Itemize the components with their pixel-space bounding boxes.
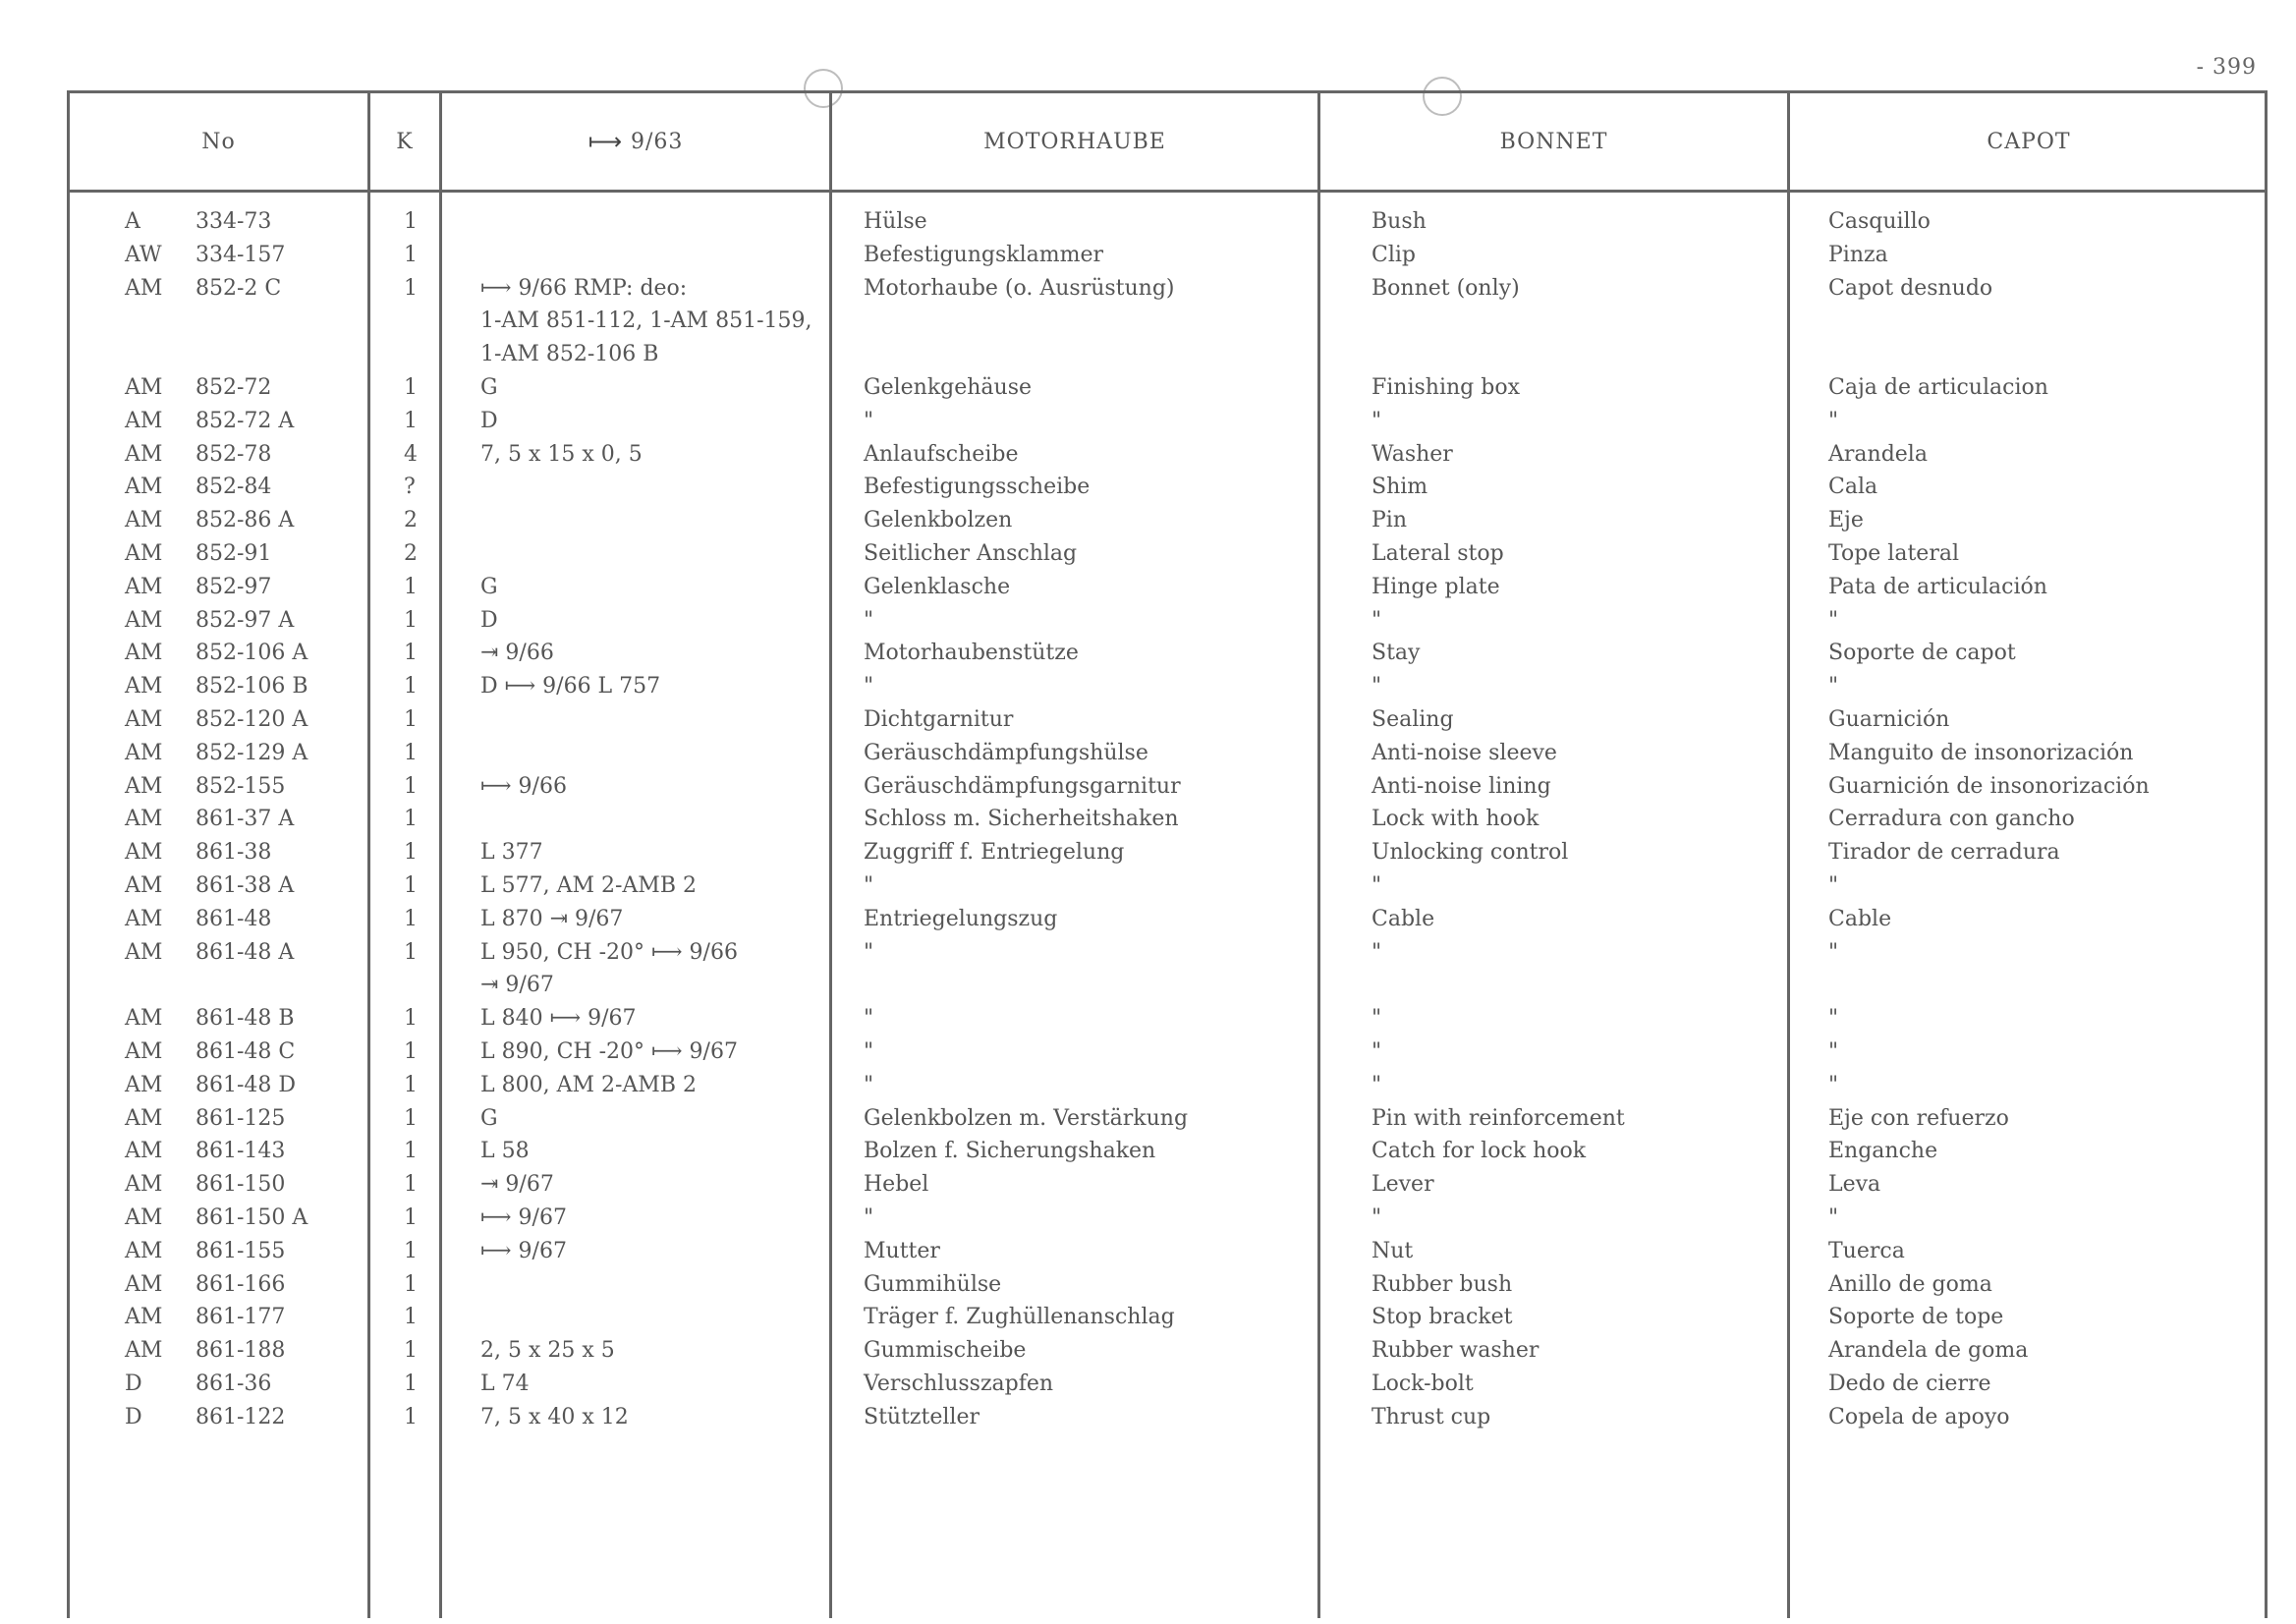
remark: 2, 5 x 25 x 5 [480, 1338, 615, 1364]
part-number: 861-155 [196, 1238, 286, 1263]
remark: ⇥ 9/66 [480, 641, 554, 666]
spanish-description: Arandela [1828, 441, 1928, 467]
german-description: Befestigungsklammer [864, 242, 1104, 267]
part-number: 852-106 B [196, 674, 308, 700]
part-number: 861-122 [196, 1404, 286, 1429]
header-k: K [396, 129, 414, 154]
english-description: " [1372, 1072, 1382, 1097]
german-description: " [864, 1205, 874, 1230]
part-prefix: A [125, 209, 140, 234]
english-description: Anti-noise sleeve [1372, 740, 1557, 765]
german-description: Gummihülse [864, 1271, 1002, 1297]
table-row [70, 409, 2265, 442]
english-description: " [1372, 607, 1382, 633]
english-description: " [1372, 1006, 1382, 1032]
part-number: 852-155 [196, 773, 286, 799]
table-row [70, 508, 2265, 541]
quantity: 1 [404, 1338, 418, 1364]
english-description: Rubber washer [1372, 1338, 1540, 1364]
part-prefix: D [125, 1372, 142, 1396]
quantity: 1 [404, 209, 418, 234]
part-prefix: AM [125, 1205, 163, 1230]
table-row [70, 1006, 2265, 1039]
spanish-description: Tirador de cerradura [1828, 840, 2060, 866]
table-row [70, 442, 2265, 476]
arrow-from-icon: ⟼ [588, 128, 623, 155]
part-number: 861-48 C [196, 1039, 296, 1064]
table-row [70, 276, 2265, 309]
remark: G [480, 1105, 498, 1131]
table-row [70, 741, 2265, 774]
part-number: 852-86 A [196, 508, 295, 533]
table-row [70, 940, 2265, 974]
remark: ⟼ 9/66 RMP: deo: [480, 275, 688, 301]
part-number: 852-120 A [196, 707, 308, 732]
part-number: 861-48 D [196, 1072, 297, 1097]
german-description: " [864, 674, 874, 700]
remark: 7, 5 x 15 x 0, 5 [480, 441, 643, 467]
spanish-description: Dedo de cierre [1828, 1372, 1991, 1396]
part-prefix: AM [125, 475, 163, 500]
german-description: " [864, 1072, 874, 1097]
spanish-description: " [1828, 1039, 1839, 1064]
spanish-description: " [1828, 1072, 1839, 1097]
part-prefix: AM [125, 574, 163, 599]
german-description: Entriegelungszug [864, 906, 1058, 931]
part-number: 852-2 C [196, 275, 282, 301]
remark: ⇥ 9/67 [480, 973, 554, 998]
table-row [70, 1405, 2265, 1438]
remark: D [480, 408, 498, 433]
table-row [70, 243, 2265, 276]
quantity: 1 [404, 1072, 418, 1097]
english-description: Lock with hook [1372, 807, 1540, 832]
spanish-description: Pinza [1828, 242, 1888, 267]
part-prefix: AM [125, 807, 163, 832]
spanish-description: Anillo de goma [1828, 1271, 1992, 1297]
spanish-description: " [1828, 674, 1839, 700]
spanish-description: Copela de apoyo [1828, 1404, 2010, 1429]
remark: G [480, 375, 498, 400]
english-description: Bonnet (only) [1372, 275, 1520, 301]
english-description: Pin with reinforcement [1372, 1105, 1625, 1131]
part-prefix: AM [125, 939, 163, 965]
spanish-description: Cable [1828, 906, 1892, 931]
part-prefix: AM [125, 1139, 163, 1164]
part-prefix: AM [125, 441, 163, 467]
remark: L 800, AM 2-AMB 2 [480, 1072, 697, 1097]
part-prefix: AM [125, 1105, 163, 1131]
german-description: Gelenkgehäuse [864, 375, 1033, 400]
english-description: Pin [1372, 508, 1408, 533]
quantity: 1 [404, 1105, 418, 1131]
part-prefix: AM [125, 740, 163, 765]
remark: G [480, 574, 498, 599]
remark: ⟼ 9/66 [480, 773, 567, 799]
spanish-description: Tope lateral [1828, 541, 1959, 566]
table-row [70, 1139, 2265, 1172]
spanish-description: " [1828, 939, 1839, 965]
part-prefix: AM [125, 541, 163, 566]
german-description: Gelenklasche [864, 574, 1011, 599]
english-description: Cable [1372, 906, 1435, 931]
table-row [70, 1172, 2265, 1205]
quantity: 1 [404, 873, 418, 898]
part-prefix: AM [125, 641, 163, 666]
header-no: No [201, 129, 236, 154]
remark: 1-AM 851-112, 1-AM 851-159, [480, 308, 812, 334]
quantity: 1 [404, 773, 418, 799]
part-number: 861-143 [196, 1139, 286, 1164]
table-row [70, 541, 2265, 575]
remark: L 950, CH -20° ⟼ 9/66 [480, 939, 738, 965]
english-description: Nut [1372, 1238, 1414, 1263]
english-description: " [1372, 873, 1382, 898]
spanish-description: Enganche [1828, 1139, 1938, 1164]
spanish-description: Caja de articulacion [1828, 375, 2048, 400]
quantity: 1 [404, 641, 418, 666]
table-row [70, 641, 2265, 674]
spanish-description: Manguito de insonorización [1828, 740, 2134, 765]
german-description: " [864, 873, 874, 898]
english-description: Clip [1372, 242, 1416, 267]
spanish-description: " [1828, 1006, 1839, 1032]
english-description: Unlocking control [1372, 840, 1569, 866]
spanish-description: Arandela de goma [1828, 1338, 2029, 1364]
part-prefix: AM [125, 408, 163, 433]
part-number: 861-177 [196, 1305, 286, 1330]
quantity: 1 [404, 275, 418, 301]
part-number: 852-72 A [196, 408, 295, 433]
spanish-description: Cerradura con gancho [1828, 807, 2075, 832]
quantity: 1 [404, 1139, 418, 1164]
part-prefix: AM [125, 275, 163, 301]
part-number: 861-150 [196, 1172, 286, 1198]
english-description: Shim [1372, 475, 1428, 500]
english-description: " [1372, 1205, 1382, 1230]
german-description: Motorhaubenstütze [864, 641, 1079, 666]
table-row [70, 1205, 2265, 1239]
spanish-description: Soporte de capot [1828, 641, 2016, 666]
german-description: Geräuschdämpfungsgarnitur [864, 773, 1181, 799]
quantity: 1 [404, 807, 418, 832]
quantity: 1 [404, 1372, 418, 1396]
spanish-description: Leva [1828, 1172, 1881, 1198]
german-description: Gummischeibe [864, 1338, 1027, 1364]
remark: L 840 ⟼ 9/67 [480, 1006, 637, 1032]
part-number: 861-38 [196, 840, 272, 866]
quantity: 1 [404, 740, 418, 765]
english-description: Lateral stop [1372, 541, 1504, 566]
german-description: Anlaufscheibe [864, 441, 1019, 467]
table-row [70, 840, 2265, 873]
german-description: Geräuschdämpfungshülse [864, 740, 1148, 765]
part-prefix: AM [125, 1039, 163, 1064]
table-row [70, 342, 2265, 375]
english-description: Lever [1372, 1172, 1434, 1198]
remark: ⟼ 9/67 [480, 1205, 567, 1230]
table-row [70, 475, 2265, 508]
english-description: Rubber bush [1372, 1271, 1513, 1297]
quantity: 1 [404, 674, 418, 700]
part-number: 334-73 [196, 209, 272, 234]
table-row [70, 575, 2265, 608]
english-description: Sealing [1372, 707, 1454, 732]
quantity: 1 [404, 242, 418, 267]
quantity: 1 [404, 375, 418, 400]
header-remark: ⟼ 9/63 [588, 128, 684, 155]
table-row [70, 807, 2265, 840]
part-number: 852-129 A [196, 740, 308, 765]
remark: L 58 [480, 1139, 530, 1164]
part-number: 852-97 A [196, 607, 295, 633]
table-row [70, 308, 2265, 342]
spanish-description: Guarnición de insonorización [1828, 773, 2150, 799]
table-row [70, 707, 2265, 741]
part-number: 861-188 [196, 1338, 286, 1364]
german-description: Stützteller [864, 1404, 980, 1429]
table-row [70, 873, 2265, 907]
part-number: 852-97 [196, 574, 272, 599]
table-row [70, 209, 2265, 243]
table-row [70, 973, 2265, 1006]
quantity: 4 [404, 441, 418, 467]
table-row [70, 907, 2265, 940]
german-description: Bolzen f. Sicherungshaken [864, 1139, 1156, 1164]
part-number: 861-166 [196, 1271, 286, 1297]
quantity: 1 [404, 1238, 418, 1263]
english-description: Stay [1372, 641, 1421, 666]
german-description: Gelenkbolzen m. Verstärkung [864, 1105, 1189, 1131]
german-description: Mutter [864, 1238, 940, 1263]
spanish-description: Eje [1828, 508, 1864, 533]
part-number: 861-48 B [196, 1006, 295, 1032]
remark: D [480, 607, 498, 633]
english-description: Washer [1372, 441, 1453, 467]
part-prefix: AM [125, 607, 163, 633]
header-english: BONNET [1499, 129, 1608, 154]
english-description: " [1372, 408, 1382, 433]
quantity: 1 [404, 1006, 418, 1032]
quantity: 1 [404, 939, 418, 965]
spanish-description: " [1828, 408, 1839, 433]
quantity: 1 [404, 1205, 418, 1230]
spanish-description: Soporte de tope [1828, 1305, 2004, 1330]
table-row [70, 608, 2265, 642]
german-description: Seitlicher Anschlag [864, 541, 1078, 566]
table-row [70, 1239, 2265, 1272]
remark: L 74 [480, 1372, 530, 1396]
quantity: 1 [404, 1039, 418, 1064]
table-row [70, 674, 2265, 707]
remark: D ⟼ 9/66 L 757 [480, 674, 661, 700]
part-prefix: AM [125, 1271, 163, 1297]
english-description: Anti-noise lining [1372, 773, 1551, 799]
part-prefix: AM [125, 1172, 163, 1198]
part-prefix: AM [125, 375, 163, 400]
quantity: 2 [404, 541, 418, 566]
german-description: " [864, 408, 874, 433]
part-number: 861-48 A [196, 939, 295, 965]
part-number: 861-36 [196, 1372, 272, 1396]
spanish-description: Tuerca [1828, 1238, 1905, 1263]
german-description: Dichtgarnitur [864, 707, 1014, 732]
part-prefix: AM [125, 508, 163, 533]
quantity: 1 [404, 906, 418, 931]
remark: L 377 [480, 840, 543, 866]
remark: L 577, AM 2-AMB 2 [480, 873, 697, 898]
part-prefix: AM [125, 906, 163, 931]
english-description: Bush [1372, 209, 1427, 234]
spanish-description: Eje con refuerzo [1828, 1105, 2009, 1131]
table-row [70, 1073, 2265, 1106]
part-number: 852-106 A [196, 641, 308, 666]
quantity: 1 [404, 840, 418, 866]
german-description: " [864, 939, 874, 965]
remark: ⟼ 9/67 [480, 1238, 567, 1263]
quantity: 1 [404, 574, 418, 599]
english-description: " [1372, 939, 1382, 965]
page-number: - 399 [2196, 55, 2257, 80]
quantity: 1 [404, 607, 418, 633]
part-prefix: AM [125, 840, 163, 866]
part-prefix: AM [125, 1006, 163, 1032]
part-number: 852-91 [196, 541, 272, 566]
part-number: 852-84 [196, 475, 272, 500]
part-number: 861-125 [196, 1105, 286, 1131]
german-description: Befestigungsscheibe [864, 475, 1091, 500]
spanish-description: Capot desnudo [1828, 275, 1993, 301]
english-description: Hinge plate [1372, 574, 1500, 599]
part-prefix: AM [125, 1238, 163, 1263]
part-prefix: D [125, 1404, 142, 1429]
spanish-description: " [1828, 1205, 1839, 1230]
table-row [70, 1106, 2265, 1140]
german-description: Motorhaube (o. Ausrüstung) [864, 275, 1175, 301]
quantity: ? [404, 475, 416, 500]
quantity: 1 [404, 1305, 418, 1330]
english-description: " [1372, 674, 1382, 700]
german-description: Verschlusszapfen [864, 1372, 1054, 1396]
spanish-description: Cala [1828, 475, 1878, 500]
header-separator [70, 190, 2265, 193]
header-spanish: CAPOT [1987, 129, 2071, 154]
german-description: " [864, 607, 874, 633]
remark: 7, 5 x 40 x 12 [480, 1404, 629, 1429]
part-number: 861-38 A [196, 873, 295, 898]
part-number: 861-150 A [196, 1205, 308, 1230]
table-row [70, 1039, 2265, 1073]
english-description: Thrust cup [1372, 1404, 1491, 1429]
spanish-description: Casquillo [1828, 209, 1931, 234]
english-description: Lock-bolt [1372, 1372, 1474, 1396]
table-row [70, 375, 2265, 409]
part-prefix: AW [125, 242, 162, 267]
table-row [70, 1272, 2265, 1306]
german-description: Hebel [864, 1172, 929, 1198]
spanish-description: Pata de articulación [1828, 574, 2047, 599]
part-prefix: AM [125, 773, 163, 799]
table-row [70, 774, 2265, 808]
quantity: 1 [404, 1404, 418, 1429]
german-description: Zuggriff f. Entriegelung [864, 840, 1125, 866]
german-description: " [864, 1039, 874, 1064]
quantity: 1 [404, 408, 418, 433]
english-description: Catch for lock hook [1372, 1139, 1587, 1164]
part-prefix: AM [125, 873, 163, 898]
part-prefix: AM [125, 1338, 163, 1364]
part-prefix: AM [125, 707, 163, 732]
part-number: 334-157 [196, 242, 286, 267]
table-row [70, 1338, 2265, 1372]
german-description: Gelenkbolzen [864, 508, 1013, 533]
part-prefix: AM [125, 674, 163, 700]
german-description: Schloss m. Sicherheitshaken [864, 807, 1179, 832]
remark: 1-AM 852-106 B [480, 342, 659, 367]
quantity: 1 [404, 707, 418, 732]
english-description: Stop bracket [1372, 1305, 1513, 1330]
quantity: 2 [404, 508, 418, 533]
remark: L 870 ⇥ 9/67 [480, 906, 624, 931]
spanish-description: Guarnición [1828, 707, 1950, 732]
part-prefix: AM [125, 1072, 163, 1097]
table-row [70, 1372, 2265, 1405]
part-number: 852-78 [196, 441, 272, 467]
part-number: 852-72 [196, 375, 272, 400]
quantity: 1 [404, 1271, 418, 1297]
table-row [70, 1305, 2265, 1338]
part-number: 861-37 A [196, 807, 295, 832]
english-description: Finishing box [1372, 375, 1520, 400]
german-description: " [864, 1006, 874, 1032]
quantity: 1 [404, 1172, 418, 1198]
remark: L 890, CH -20° ⟼ 9/67 [480, 1039, 738, 1064]
spanish-description: " [1828, 873, 1839, 898]
part-number: 861-48 [196, 906, 272, 931]
remark: ⇥ 9/67 [480, 1172, 554, 1198]
english-description: " [1372, 1039, 1382, 1064]
spanish-description: " [1828, 607, 1839, 633]
german-description: Träger f. Zughüllenanschlag [864, 1305, 1175, 1330]
part-prefix: AM [125, 1305, 163, 1330]
parts-table [67, 90, 2268, 1618]
german-description: Hülse [864, 209, 927, 234]
header-german: MOTORHAUBE [983, 129, 1166, 154]
